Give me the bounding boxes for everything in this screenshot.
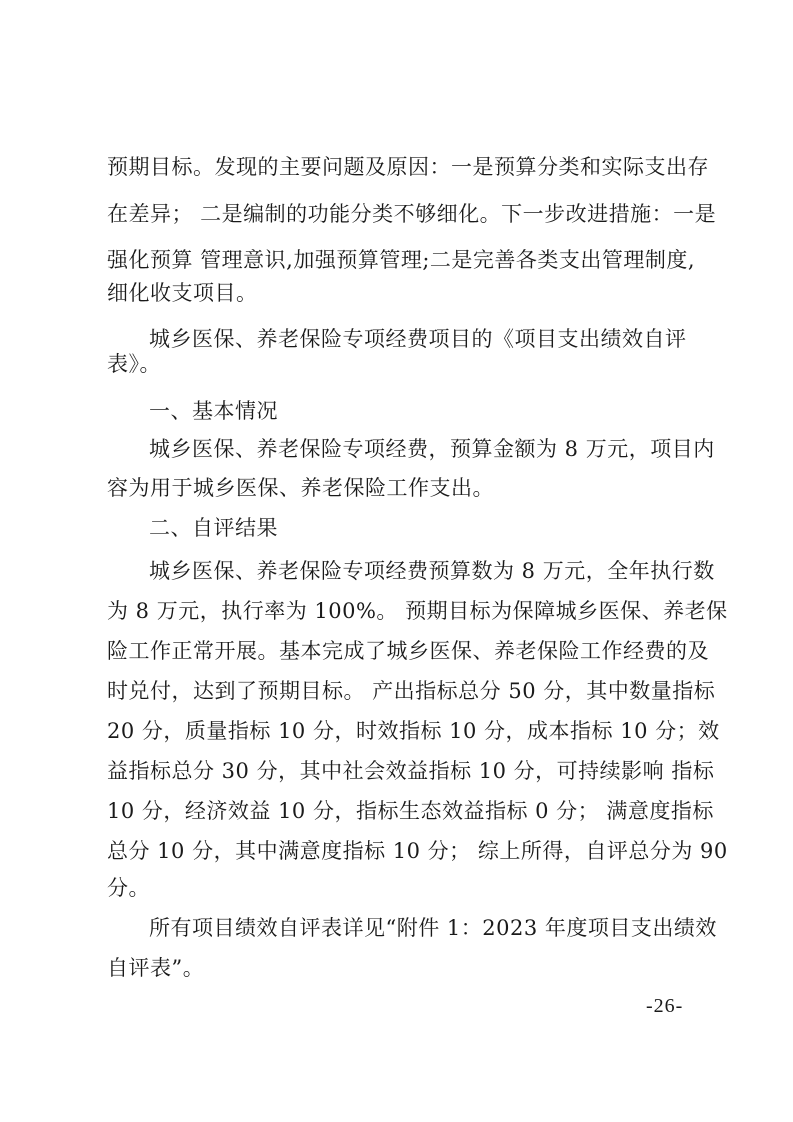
text-line-attachment-1: 所有项目绩效自评表详见“附件 1：2023 年度项目支出绩效 [149,916,717,940]
text-line-conclusion-4: 细化收支项目。 [107,281,258,305]
text-line-result-1: 城乡医保、养老保险专项经费预算数为 8 万元，全年执行数 [149,559,715,583]
text-line-result-6: 益指标总分 30 分，其中社会效益指标 10 分，可持续影响 指标 [107,759,715,783]
heading-self-evaluation: 二、自评结果 [149,516,278,540]
text-line-result-7: 10 分，经济效益 10 分，指标生态效益指标 0 分； 满意度指标 [107,799,714,823]
text-line-result-8: 总分 10 分，其中满意度指标 10 分； 综上所得，自评总分为 90 [107,839,728,863]
text-line-basic-1: 城乡医保、养老保险专项经费，预算金额为 8 万元，项目内 [149,437,715,461]
text-line-result-3: 险工作正常开展。基本完成了城乡医保、养老保险工作经费的及 [107,639,709,663]
section-title-line-1: 城乡医保、养老保险专项经费项目的《项目支出绩效自评 [149,327,687,351]
text-line-basic-2: 容为用于城乡医保、养老保险工作支出。 [107,476,494,500]
text-line-result-4: 时兑付，达到了预期目标。 产出指标总分 50 分，其中数量指标 [107,679,716,703]
section-title-line-2: 表》。 [107,352,161,376]
text-line-result-2: 为 8 万元，执行率为 100%。 预期目标为保障城乡医保、养老保 [107,599,728,623]
text-line-conclusion-2: 在差异； 二是编制的功能分类不够细化。下一步改进措施：一是 [107,202,717,226]
text-line-conclusion-3: 强化预算 管理意识,加强预算管理;二是完善各类支出管理制度, [107,248,696,272]
text-line-attachment-2: 自评表”。 [107,956,205,980]
heading-basic-info: 一、基本情况 [149,399,278,423]
text-line-result-9: 分。 [107,876,150,900]
text-line-result-5: 20 分，质量指标 10 分，时效指标 10 分，成本指标 10 分；效 [107,719,720,743]
text-line-conclusion-1: 预期目标。发现的主要问题及原因：一是预算分类和实际支出存 [107,155,709,179]
page-number: -26- [646,995,684,1017]
